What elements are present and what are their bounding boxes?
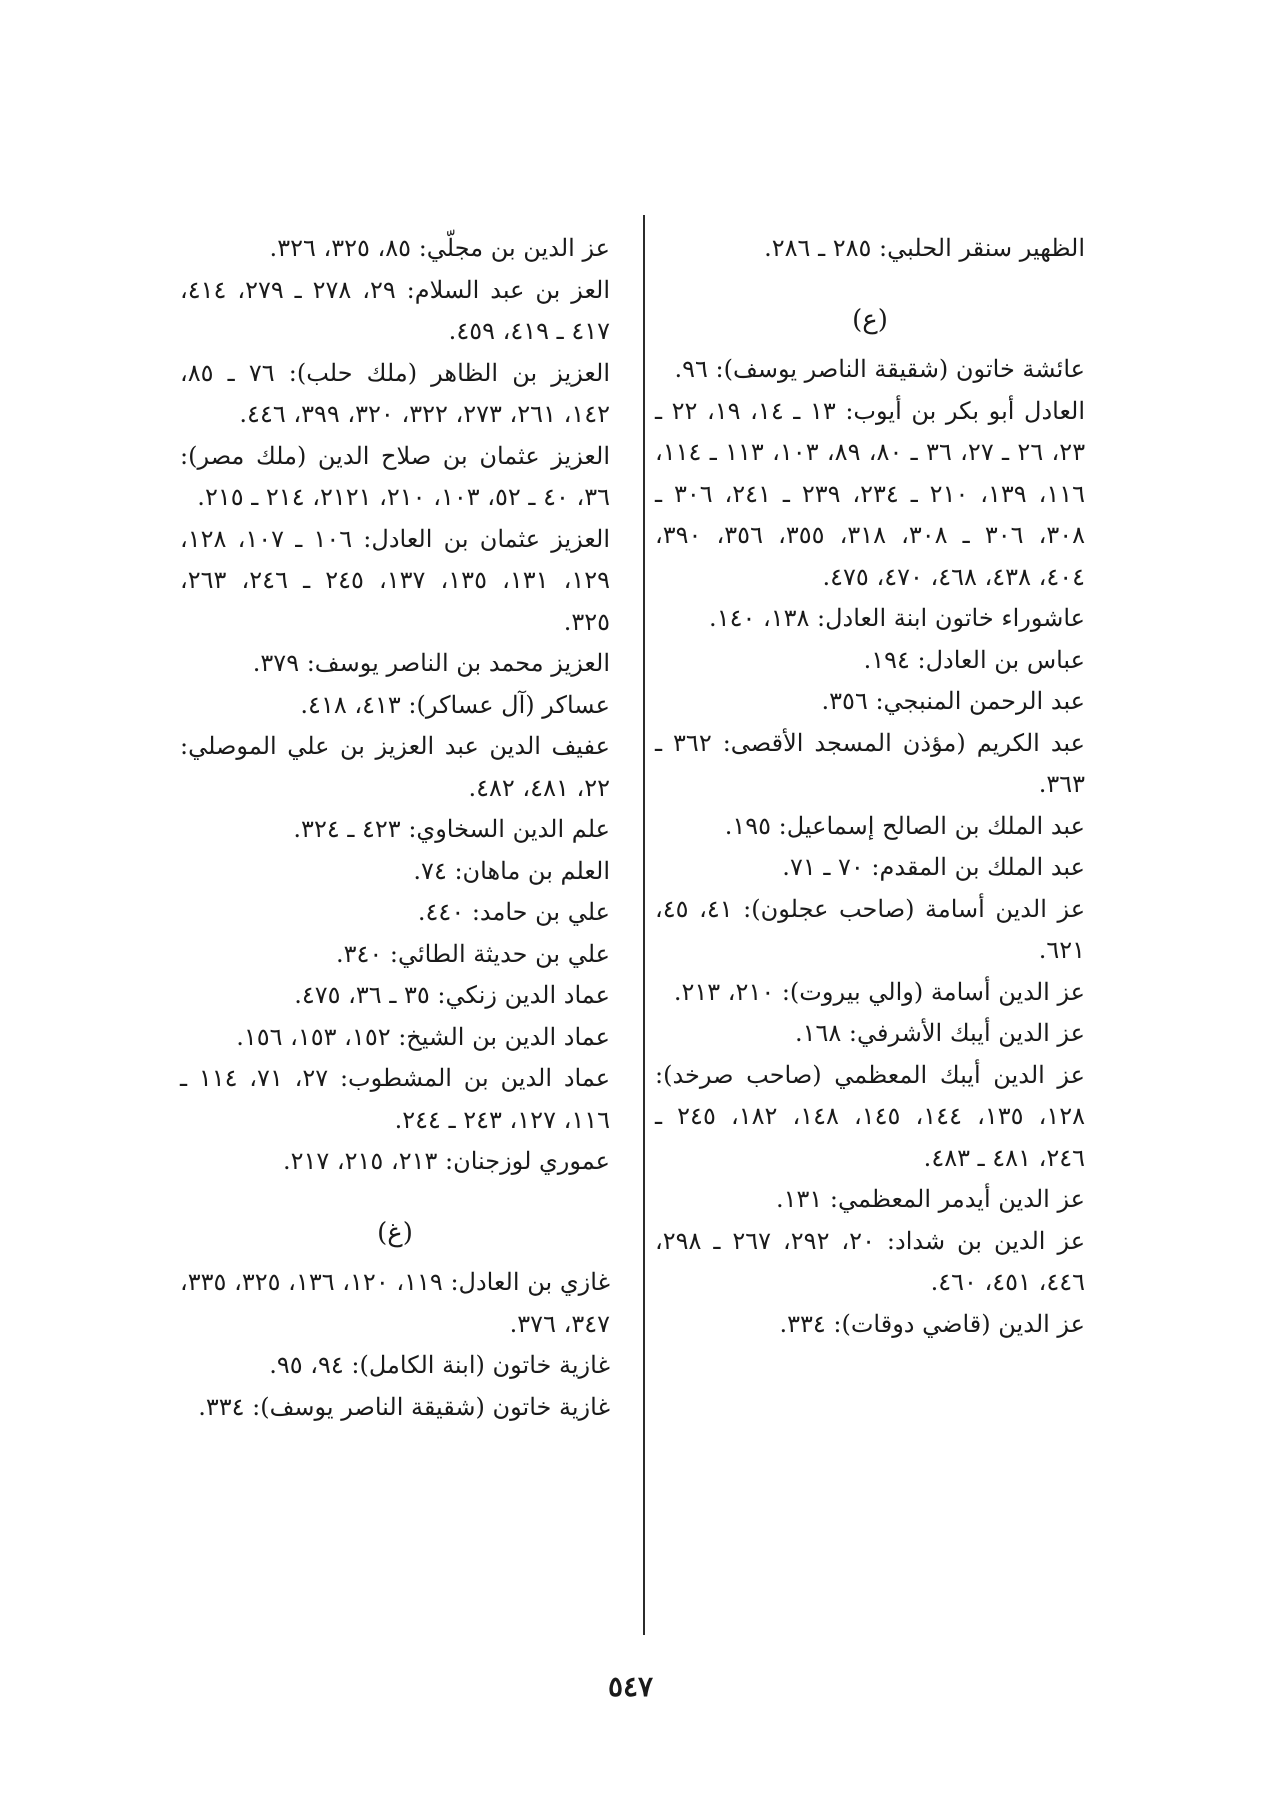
index-entry: الظهير سنقر الحلبي: ٢٨٥ ـ ٢٨٦. [764, 234, 1085, 262]
index-entry: عز الدين (قاضي دوقات): ٣٣٤. [779, 1309, 1085, 1338]
index-entry: عفيف الدين عبد العزيز بن علي الموصلي: ٢٢، ٤٨١، ٤٨٢. [180, 732, 610, 802]
index-entry: غازية خاتون (ابنة الكامل): ٩٤، ٩٥. [269, 1351, 610, 1379]
index-entry: علي بن حديثة الطائي: ٣٤٠. [335, 939, 610, 968]
index-entry: غازي بن العادل: ١١٩، ١٢٠، ١٣٦، ٣٢٥، ٣٣٥، ٣٤٧، ٣٧٦. [180, 1268, 611, 1338]
index-entry: العادل أبو بكر بن أيوب: ١٣ ـ ١٤، ١٩، ٢٢ ـ ٢٣، ٢٦ ـ ٢٧، ٣٦ ـ ٨٠، ٨٩، ١٠٣، ١١٣ ـ ١١٤، ١١٦، ١٣٩، ٢١٠ ـ ٢٣٤، ٢٣٩ ـ ٢٤١، ٣٠٦ ـ ٣٠٨، ٣٠٦ ـ ٣٠٨، ٣١٨، ٣٥٥، ٣٥٦، ٣٩٠، ٤٠٤، ٤٣٨، ٤٦٨، ٤٧٠، ٤٧٥. [655, 396, 1086, 591]
index-entry: عز الدين بن مجلّي: ٨٥، ٣٢٥، ٣٢٦. [269, 234, 610, 262]
index-entry: عز الدين أسامة (صاحب عجلون): ٤١، ٤٥، ٦٢١. [655, 894, 1086, 964]
index-entry: عز الدين بن شداد: ٢٠، ٢٩٢، ٢٦٧ ـ ٢٩٨، ٤٤٦، ٤٥١، ٤٦٠. [655, 1226, 1086, 1296]
index-entry: عماد الدين بن الشيخ: ١٥٢، ١٥٣، ١٥٦. [236, 1022, 610, 1051]
index-entry: علم الدين السخاوي: ٤٢٣ ـ ٣٢٤. [293, 815, 610, 843]
left-column [180, 228, 610, 1428]
index-entry: علي بن حامد: ٤٤٠. [417, 898, 610, 926]
index-entry: عباس بن العادل: ١٩٤. [863, 645, 1085, 674]
index-entry: عماد الدين زنكي: ٣٥ ـ ٣٦، ٤٧٥. [294, 981, 610, 1009]
index-entry: العز بن عبد السلام: ٢٩، ٢٧٨ ـ ٢٧٩، ٤١٤، ٤١٧ ـ ٤١٩، ٤٥٩. [180, 275, 611, 345]
index-entry: عز الدين أسامة (والي بيروت): ٢١٠، ٢١٣. [673, 977, 1085, 1006]
index-entry: عماد الدين بن المشطوب: ٢٧، ٧١، ١١٤ ـ ١١٦، ١٢٧، ٢٤٣ ـ ٢٤٤. [180, 1064, 611, 1134]
index-entry: عبد الرحمن المنبجي: ٣٥٦. [821, 687, 1085, 715]
index-entry: العزيز عثمان بن صلاح الدين (ملك مصر): ٣٦، ٤٠ ـ ٥٢، ١٠٣، ٢١٠، ٢١٢١، ٢١٤ ـ ٢١٥. [180, 441, 610, 511]
column-divider [643, 215, 645, 1635]
index-entry: العزيز بن الظاهر (ملك حلب): ٧٦ ـ ٨٥، ١٤٢، ٢٦١، ٢٧٣، ٣٢٢، ٣٢٠، ٣٩٩، ٤٤٦. [180, 358, 610, 428]
page-number: ٥٤٧ [607, 1670, 654, 1703]
index-entry: عموري لوزجنان: ٢١٣، ٢١٥، ٢١٧. [282, 1147, 610, 1175]
index-entry: عبد الملك بن المقدم: ٧٠ ـ ٧١. [782, 853, 1085, 881]
index-entry: عبد الملك بن الصالح إسماعيل: ١٩٥. [724, 811, 1085, 840]
index-entry: العلم بن ماهان: ٧٤. [413, 856, 610, 885]
index-entry: عبد الكريم (مؤذن المسجد الأقصى: ٣٦٢ ـ ٣٦٣. [655, 728, 1085, 798]
index-entry: العزيز محمد بن الناصر يوسف: ٣٧٩. [252, 649, 610, 677]
index-entry: عز الدين أيبك الأشرفي: ١٦٨. [794, 1019, 1085, 1047]
index-entry: عز الدين أيدمر المعظمي: ١٣١. [775, 1185, 1085, 1213]
section-letter: (ع) [852, 304, 888, 335]
index-entry: عساكر (آل عساكر): ٤١٣، ٤١٨. [300, 690, 610, 719]
index-entry: غازية خاتون (شقيقة الناصر يوسف): ٣٣٤. [198, 1392, 610, 1421]
index-entry: عائشة خاتون (شقيقة الناصر يوسف): ٩٦. [674, 355, 1085, 383]
index-entry: عاشوراء خاتون ابنة العادل: ١٣٨، ١٤٠. [709, 604, 1085, 632]
section-letter: (غ) [377, 1217, 413, 1248]
index-entry: عز الدين أيبك المعظمي (صاحب صرخد): ١٢٨، ١٣٥، ١٤٤، ١٤٥، ١٤٨، ١٨٢، ٢٤٥ ـ ٢٤٦، ٤٨١ ـ ٤٨٣. [655, 1060, 1086, 1172]
index-entry: العزيز عثمان بن العادل: ١٠٦ ـ ١٠٧، ١٢٨، ١٢٩، ١٣١، ١٣٥، ١٣٧، ٢٤٥ ـ ٢٤٦، ٢٦٣، ٣٢٥. [180, 524, 611, 636]
right-column [655, 228, 1085, 1345]
